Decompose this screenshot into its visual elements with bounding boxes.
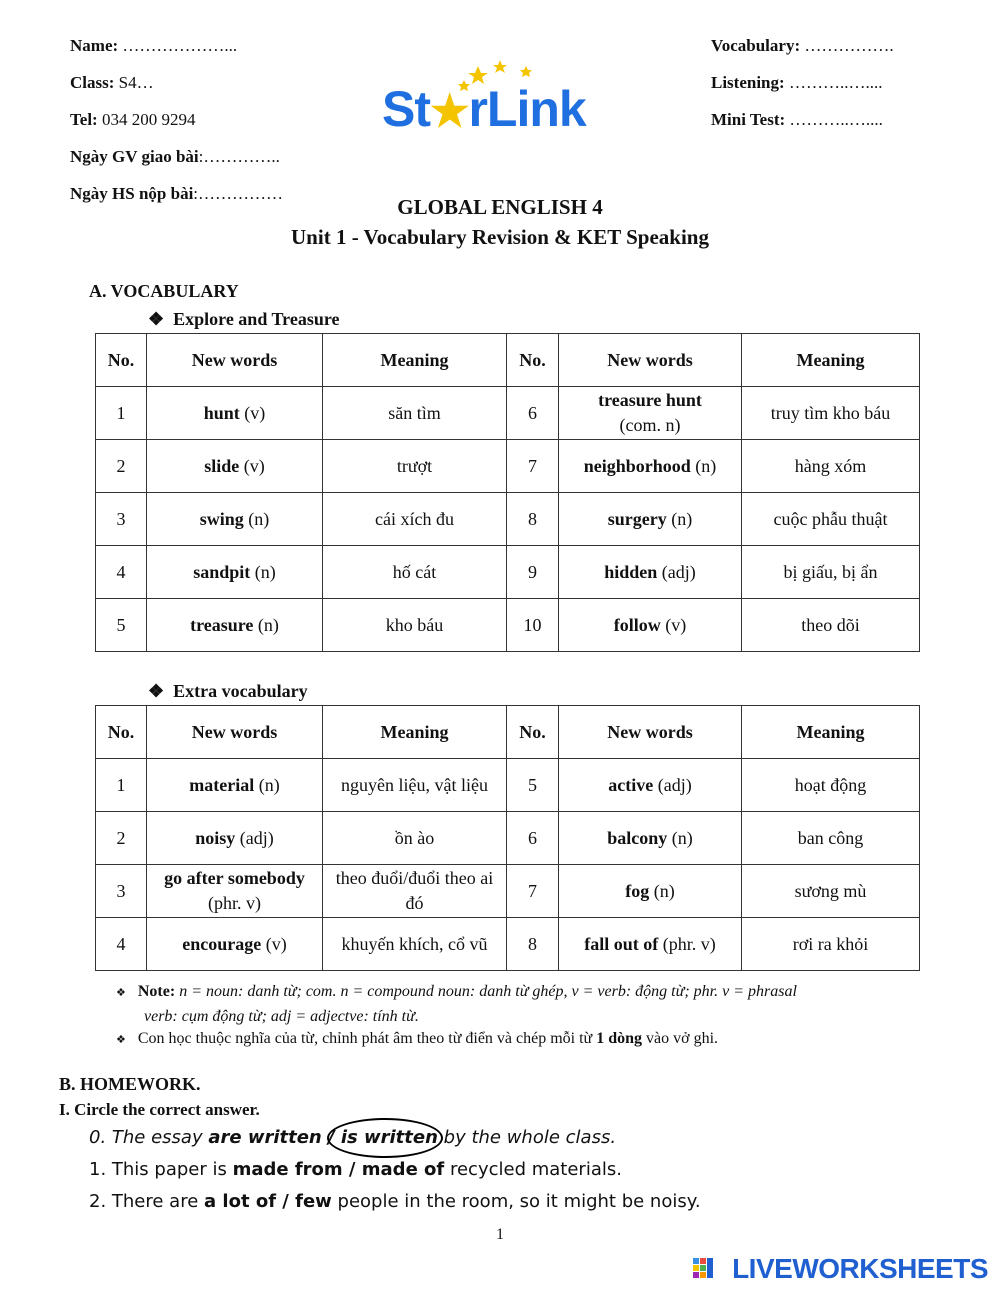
- meaning-cell: ồn ào: [323, 812, 507, 865]
- minitest-score-value: ………..…....: [785, 110, 883, 129]
- table-row: [96, 599, 920, 652]
- word-type: (n): [250, 561, 276, 582]
- minitest-score-line: [711, 110, 883, 130]
- word-cell: [147, 387, 323, 440]
- meaning-cell: truy tìm kho báu: [742, 387, 920, 440]
- logo-text: St★rLink: [382, 81, 586, 137]
- col-new-words: New words: [559, 706, 742, 759]
- col-meaning: Meaning: [323, 334, 507, 387]
- name-line: [70, 36, 237, 56]
- word-text: fog: [625, 880, 650, 901]
- no-cell: 1: [96, 387, 147, 440]
- assign-date-line: [70, 147, 280, 167]
- word-type: (n): [254, 774, 280, 795]
- word-text: hidden: [604, 561, 658, 582]
- col-meaning: Meaning: [742, 706, 920, 759]
- table-row: [96, 440, 920, 493]
- word-text: treasure: [190, 614, 254, 635]
- word-cell: [559, 918, 742, 971]
- table-row: [96, 759, 920, 812]
- vocabulary-score-line: [711, 36, 894, 56]
- col-no: No.: [96, 706, 147, 759]
- meaning-cell: hoạt động: [742, 759, 920, 812]
- no-cell: 5: [96, 599, 147, 652]
- meaning-cell: hàng xóm: [742, 440, 920, 493]
- table-header-row: [96, 334, 920, 387]
- col-meaning: Meaning: [323, 706, 507, 759]
- word-type: (phr. v): [658, 933, 716, 954]
- table-row: [96, 918, 920, 971]
- no-cell: 1: [96, 759, 147, 812]
- word-cell: [559, 759, 742, 812]
- vocabulary-score-label: Vocabulary:: [711, 36, 801, 55]
- meaning-cell: theo dõi: [742, 599, 920, 652]
- no-cell: 3: [96, 493, 147, 546]
- word-type: (n): [667, 827, 693, 848]
- word-type: (v): [261, 933, 287, 954]
- col-no: No.: [96, 334, 147, 387]
- no-cell: 2: [96, 812, 147, 865]
- name-label: Name:: [70, 36, 119, 55]
- table-row: [96, 812, 920, 865]
- word-cell: [559, 440, 742, 493]
- word-text: follow: [613, 614, 661, 635]
- word-type: (n): [690, 455, 717, 476]
- word-cell: [559, 493, 742, 546]
- word-type: (adj): [235, 827, 274, 848]
- word-type: (n): [243, 508, 270, 529]
- word-cell: [559, 387, 742, 440]
- note-text-2: verb: cụm động từ; adj = adjectve: tính từ.: [144, 1008, 419, 1025]
- word-type: (n): [649, 880, 675, 901]
- starlink-logo: [380, 58, 620, 138]
- question-0: 0. The essay are written / is written by the whole class.: [89, 1127, 617, 1148]
- liveworksheets-icon: [693, 1258, 715, 1282]
- word-type: (v): [239, 402, 266, 423]
- page-subtitle: Unit 1 - Vocabulary Revision & KET Speaking: [291, 225, 709, 249]
- word-cell: [147, 918, 323, 971]
- note-block: [116, 980, 916, 1029]
- note-label: Note:: [137, 983, 176, 1000]
- word-cell: [559, 599, 742, 652]
- word-cell: [147, 759, 323, 812]
- col-new-words: New words: [147, 706, 323, 759]
- liveworksheets-brand: LIVEWORKSHEETS: [732, 1253, 988, 1284]
- word-text: material: [189, 774, 255, 795]
- meaning-cell: trượt: [323, 440, 507, 493]
- meaning-cell: theo đuổi/đuổi theo ai đó: [323, 865, 507, 918]
- tel-line: [70, 110, 195, 130]
- class-value: S4…: [114, 73, 154, 92]
- word-cell: [147, 599, 323, 652]
- word-text: active: [608, 774, 654, 795]
- meaning-cell: cái xích đu: [323, 493, 507, 546]
- listening-score-label: Listening:: [711, 73, 785, 92]
- word-text: neighborhood: [583, 455, 691, 476]
- no-cell: 4: [96, 546, 147, 599]
- word-text: go after somebody: [164, 868, 305, 888]
- col-no: No.: [507, 334, 559, 387]
- answer-circle-mark: [327, 1118, 443, 1158]
- meaning-cell: ban công: [742, 812, 920, 865]
- no-cell: 6: [507, 387, 559, 440]
- word-text: encourage: [182, 933, 262, 954]
- listening-score-value: ………..…....: [784, 73, 883, 92]
- table-row: [96, 546, 920, 599]
- subheading-extra: ❖ Extra vocabulary: [148, 681, 308, 701]
- meaning-cell: kho báu: [323, 599, 507, 652]
- note-bullet-icon: ❖: [116, 987, 126, 999]
- question-2-options[interactable]: a lot of / few: [204, 1191, 332, 1212]
- page-title: GLOBAL ENGLISH 4: [397, 195, 603, 219]
- bullet-icon: ❖: [148, 309, 165, 329]
- meaning-cell: sương mù: [742, 865, 920, 918]
- word-type: (n): [666, 508, 693, 529]
- tip-bullet-icon: ❖: [116, 1034, 126, 1046]
- no-cell: 6: [507, 812, 559, 865]
- question-1-options[interactable]: made from / made of: [232, 1159, 445, 1180]
- assign-date-label: Ngày GV giao bài: [70, 147, 199, 166]
- meaning-cell: săn tìm: [323, 387, 507, 440]
- word-cell: [147, 493, 323, 546]
- word-type: (v): [239, 455, 265, 476]
- vocabulary-score-value: …………….: [800, 36, 894, 55]
- logo-star-icon: ★: [430, 87, 469, 136]
- table-row: [96, 493, 920, 546]
- tel-label: Tel:: [70, 110, 98, 129]
- table-row: [96, 865, 920, 918]
- question-0-options[interactable]: are written / is written: [208, 1127, 438, 1148]
- word-type: (v): [660, 614, 687, 635]
- question-2: 2. There are a lot of / few people in the room, so it might be noisy.: [89, 1191, 701, 1212]
- homework-instruction: I. Circle the correct answer.: [59, 1100, 260, 1119]
- study-tip: ❖ Con học thuộc nghĩa của từ, chỉnh phát âm theo từ điển và chép mỗi từ 1 dòng vào vở ghi.: [116, 1030, 719, 1047]
- word-type: (adj): [657, 561, 696, 582]
- no-cell: 3: [96, 865, 147, 918]
- no-cell: 8: [507, 918, 559, 971]
- meaning-cell: rơi ra khỏi: [742, 918, 920, 971]
- no-cell: 2: [96, 440, 147, 493]
- table-row: [96, 387, 920, 440]
- word-text: swing: [199, 508, 244, 529]
- word-type: (com. n): [619, 415, 681, 435]
- word-cell: [147, 865, 323, 918]
- meaning-cell: hố cát: [323, 546, 507, 599]
- question-1: 1. This paper is made from / made of recycled materials.: [89, 1159, 622, 1180]
- col-no: No.: [507, 706, 559, 759]
- vocab-table-extra: [95, 705, 920, 971]
- no-cell: 4: [96, 918, 147, 971]
- class-line: [70, 73, 154, 93]
- submit-date-value: :……………: [193, 184, 284, 203]
- word-text: slide: [204, 455, 240, 476]
- section-b-heading: B. HOMEWORK.: [59, 1074, 201, 1094]
- subheading-explore: ❖ Explore and Treasure: [148, 309, 340, 329]
- note-text-1: n = noun: danh từ; com. n = compound noun: danh từ ghép, v = verb: động từ; phr. v = phrasal: [175, 983, 797, 1000]
- word-type: (phr. v): [208, 893, 261, 913]
- col-meaning: Meaning: [742, 334, 920, 387]
- word-cell: [147, 546, 323, 599]
- meaning-cell: nguyên liệu, vật liệu: [323, 759, 507, 812]
- word-type: (n): [253, 614, 279, 635]
- word-text: surgery: [607, 508, 667, 529]
- word-text: sandpit: [193, 561, 251, 582]
- col-new-words: New words: [147, 334, 323, 387]
- no-cell: 8: [507, 493, 559, 546]
- word-type: (adj): [653, 774, 692, 795]
- assign-date-value: :…………..: [198, 147, 280, 166]
- word-cell: [559, 546, 742, 599]
- bullet-icon: ❖: [148, 681, 165, 701]
- word-text: noisy: [195, 827, 236, 848]
- no-cell: 7: [507, 865, 559, 918]
- word-cell: [147, 440, 323, 493]
- minitest-score-label: Mini Test:: [711, 110, 786, 129]
- word-text: hunt: [203, 402, 240, 423]
- no-cell: 10: [507, 599, 559, 652]
- section-a-heading: A. VOCABULARY: [89, 281, 239, 301]
- meaning-cell: bị giấu, bị ẩn: [742, 546, 920, 599]
- meaning-cell: cuộc phẫu thuật: [742, 493, 920, 546]
- no-cell: 5: [507, 759, 559, 812]
- submit-date-label: Ngày HS nộp bài: [70, 184, 194, 203]
- meaning-cell: khuyến khích, cổ vũ: [323, 918, 507, 971]
- name-value: ………………...: [118, 36, 238, 55]
- word-cell: [147, 812, 323, 865]
- col-new-words: New words: [559, 334, 742, 387]
- class-label: Class:: [70, 73, 115, 92]
- no-cell: 9: [507, 546, 559, 599]
- word-text: fall out of: [584, 933, 659, 954]
- word-text: balcony: [607, 827, 668, 848]
- tel-value: 034 200 9294: [97, 110, 196, 129]
- listening-score-line: [711, 73, 882, 93]
- word-text: treasure hunt: [598, 390, 702, 410]
- word-cell: [559, 865, 742, 918]
- vocab-table-explore: [95, 333, 920, 652]
- no-cell: 7: [507, 440, 559, 493]
- table-header-row: [96, 706, 920, 759]
- word-cell: [559, 812, 742, 865]
- page-number: 1: [496, 1226, 504, 1243]
